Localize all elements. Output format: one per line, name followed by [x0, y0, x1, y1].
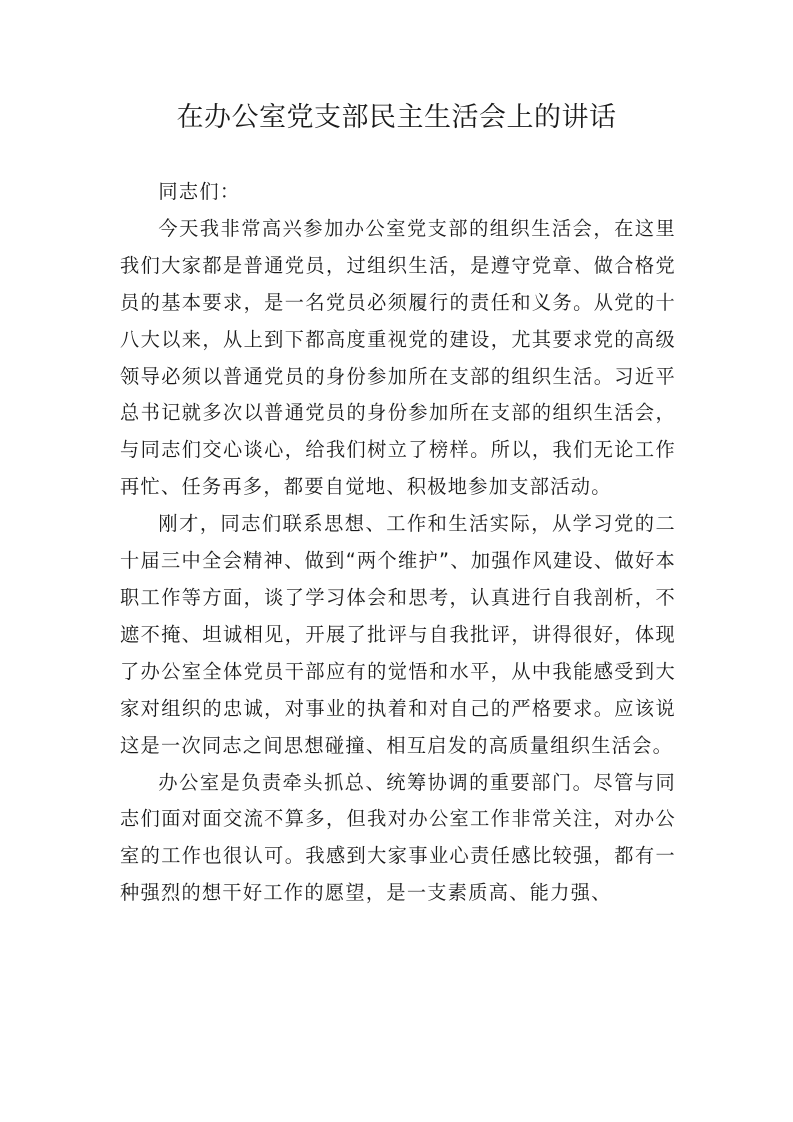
paragraph-2: 刚才，同志们联系思想、工作和生活实际，从学习党的二十届三中全会精神、做到“两个维护”、加强作风建设、做好本职工作等方面，谈了学习体会和思考，认真进行自我剖析，不遮不掩、坦诚相见，开展了批评与自我批评，讲得很好，体现了办公室全体党员干部应有的觉悟和水平，从中我能感受到大家对组织的忠诚，对事业的执着和对自己的严格要求。应该说这是一次同志之间思想碰撞、相互启发的高质量组织生活会。	[120, 512, 676, 757]
document-title: 在办公室党支部民主生活会上的讲话	[176, 102, 617, 133]
document-body	[120, 174, 676, 912]
paragraph-1: 今天我非常高兴参加办公室党支部的组织生活会，在这里我们大家都是普通党员，过组织生活，是遵守党章、做合格党员的基本要求，是一名党员必须履行的责任和义务。从党的十八大以来，从上到下都高度重视党的建设，尤其要求党的高级领导必须以普通党员的身份参加所在支部的组织生活。习近平总书记就多次以普通党员的身份参加所在支部的组织生活会，与同志们交心谈心，给我们树立了榜样。所以，我们无论工作再忙、任务再多，都要自觉地、积极地参加支部活动。	[120, 216, 676, 499]
paragraph-3: 办公室是负责牵头抓总、统筹协调的重要部门。尽管与同志们面对面交流不算多，但我对办公室工作非常关注，对办公室的工作也很认可。我感到大家事业心责任感比较强，都有一种强烈的想干好工作的愿望，是一支素质高、能力强、	[120, 770, 676, 905]
salutation: 同志们：	[158, 180, 241, 203]
